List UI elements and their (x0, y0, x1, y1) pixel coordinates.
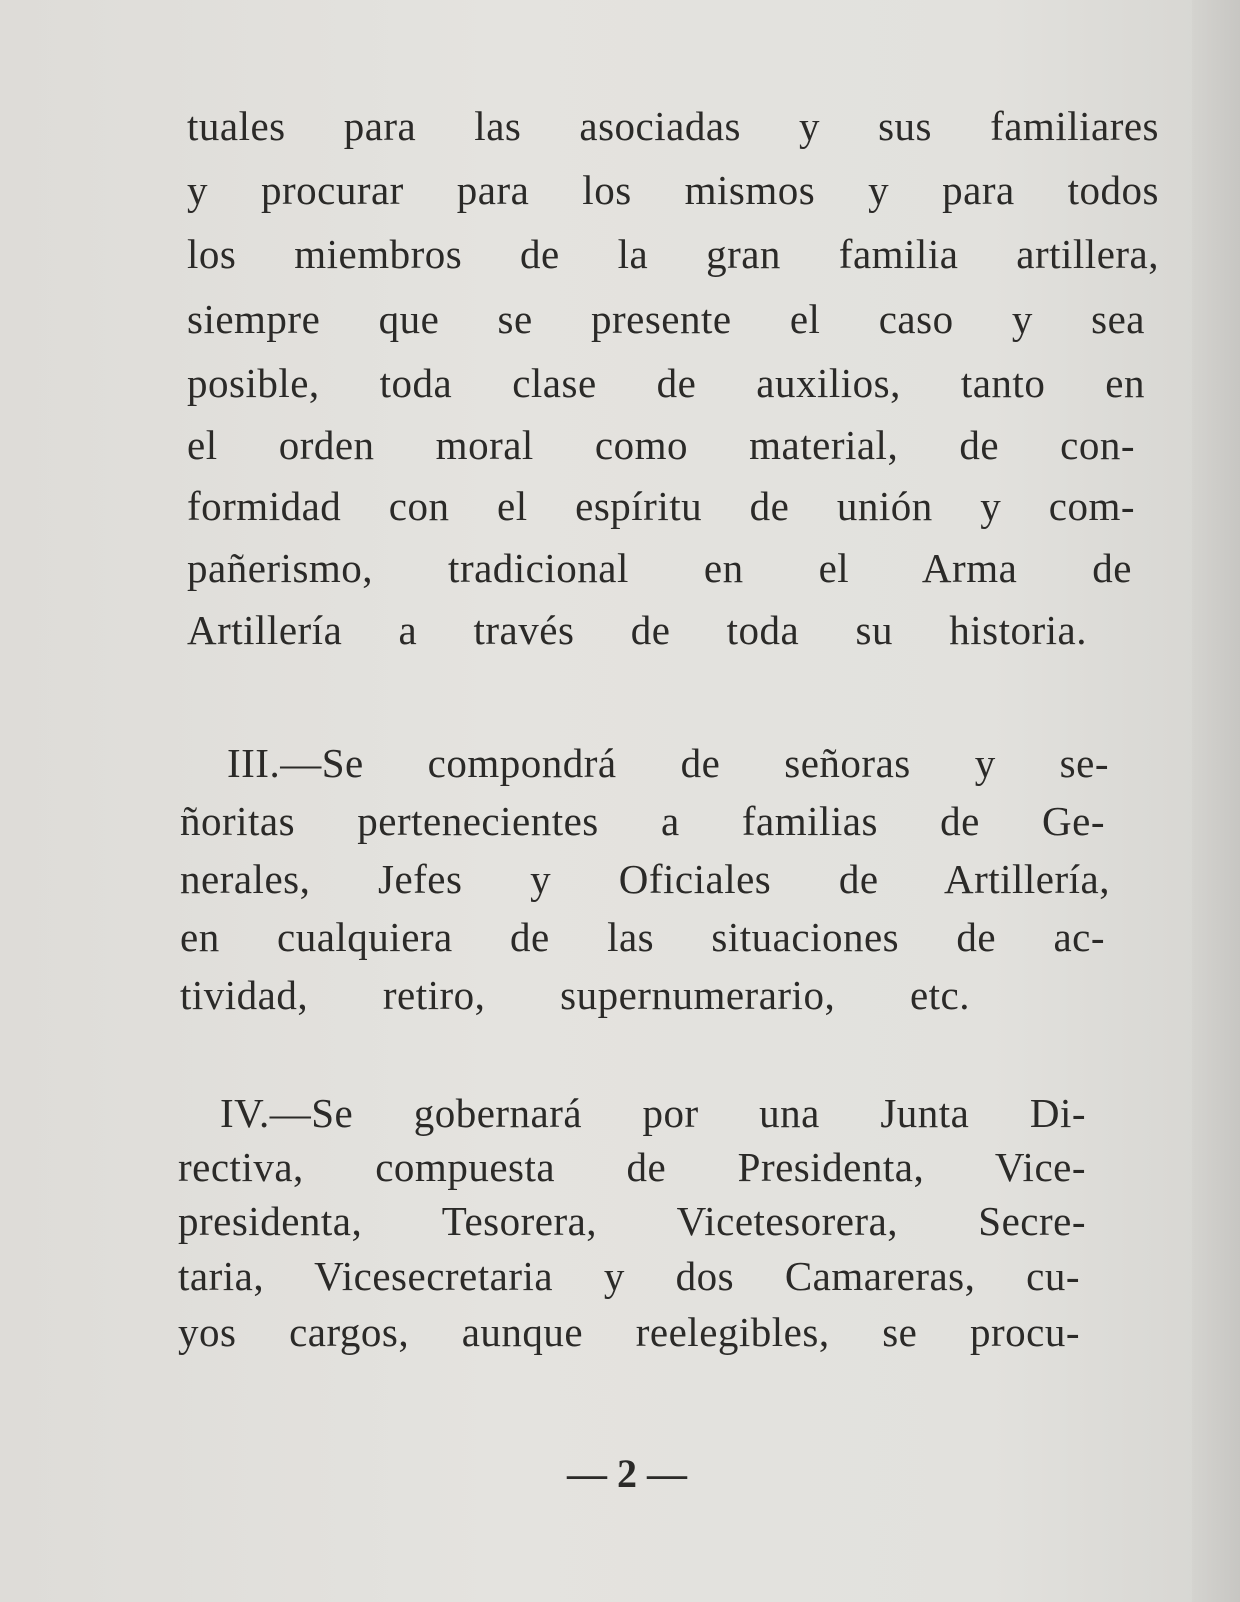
text-line: el orden moral como material, de con- (187, 422, 1135, 468)
text-line: tuales para las asociadas y sus familiares (187, 103, 1159, 149)
text-line: taria, Vicesecretaria y dos Camareras, cu- (178, 1253, 1080, 1299)
text-line: III.—Se compondrá de señoras y se- (227, 740, 1109, 786)
text-line: pañerismo, tradicional en el Arma de (187, 545, 1132, 591)
text-line: los miembros de la gran familia artillera, (187, 231, 1159, 277)
text-line: IV.—Se gobernará por una Junta Di- (220, 1090, 1086, 1136)
text-line: siempre que se presente el caso y sea (187, 296, 1145, 342)
text-line: y procurar para los mismos y para todos (187, 167, 1159, 213)
text-line: formidad con el espíritu de unión y com- (187, 483, 1135, 529)
bleed-through-decoration (350, 660, 365, 727)
text-line: en cualquiera de las situaciones de ac- (180, 914, 1105, 960)
text-line: yos cargos, aunque reelegibles, se procu- (178, 1309, 1080, 1355)
text-line: Artillería a través de toda su historia. (187, 607, 1087, 653)
text-line: posible, toda clase de auxilios, tanto en (187, 360, 1145, 406)
page-number: — 2 — (567, 1451, 687, 1496)
text-line: tividad, retiro, supernumerario, etc. (180, 972, 970, 1018)
text-line: presidenta, Tesorera, Vicetesorera, Secre- (178, 1198, 1086, 1244)
text-line: rectiva, compuesta de Presidenta, Vice- (178, 1144, 1086, 1190)
page-fold-shadow (1192, 0, 1240, 1602)
text-line: ñoritas pertenecientes a familias de Ge- (180, 798, 1105, 844)
text-line: nerales, Jefes y Oficiales de Artillería, (180, 856, 1110, 902)
